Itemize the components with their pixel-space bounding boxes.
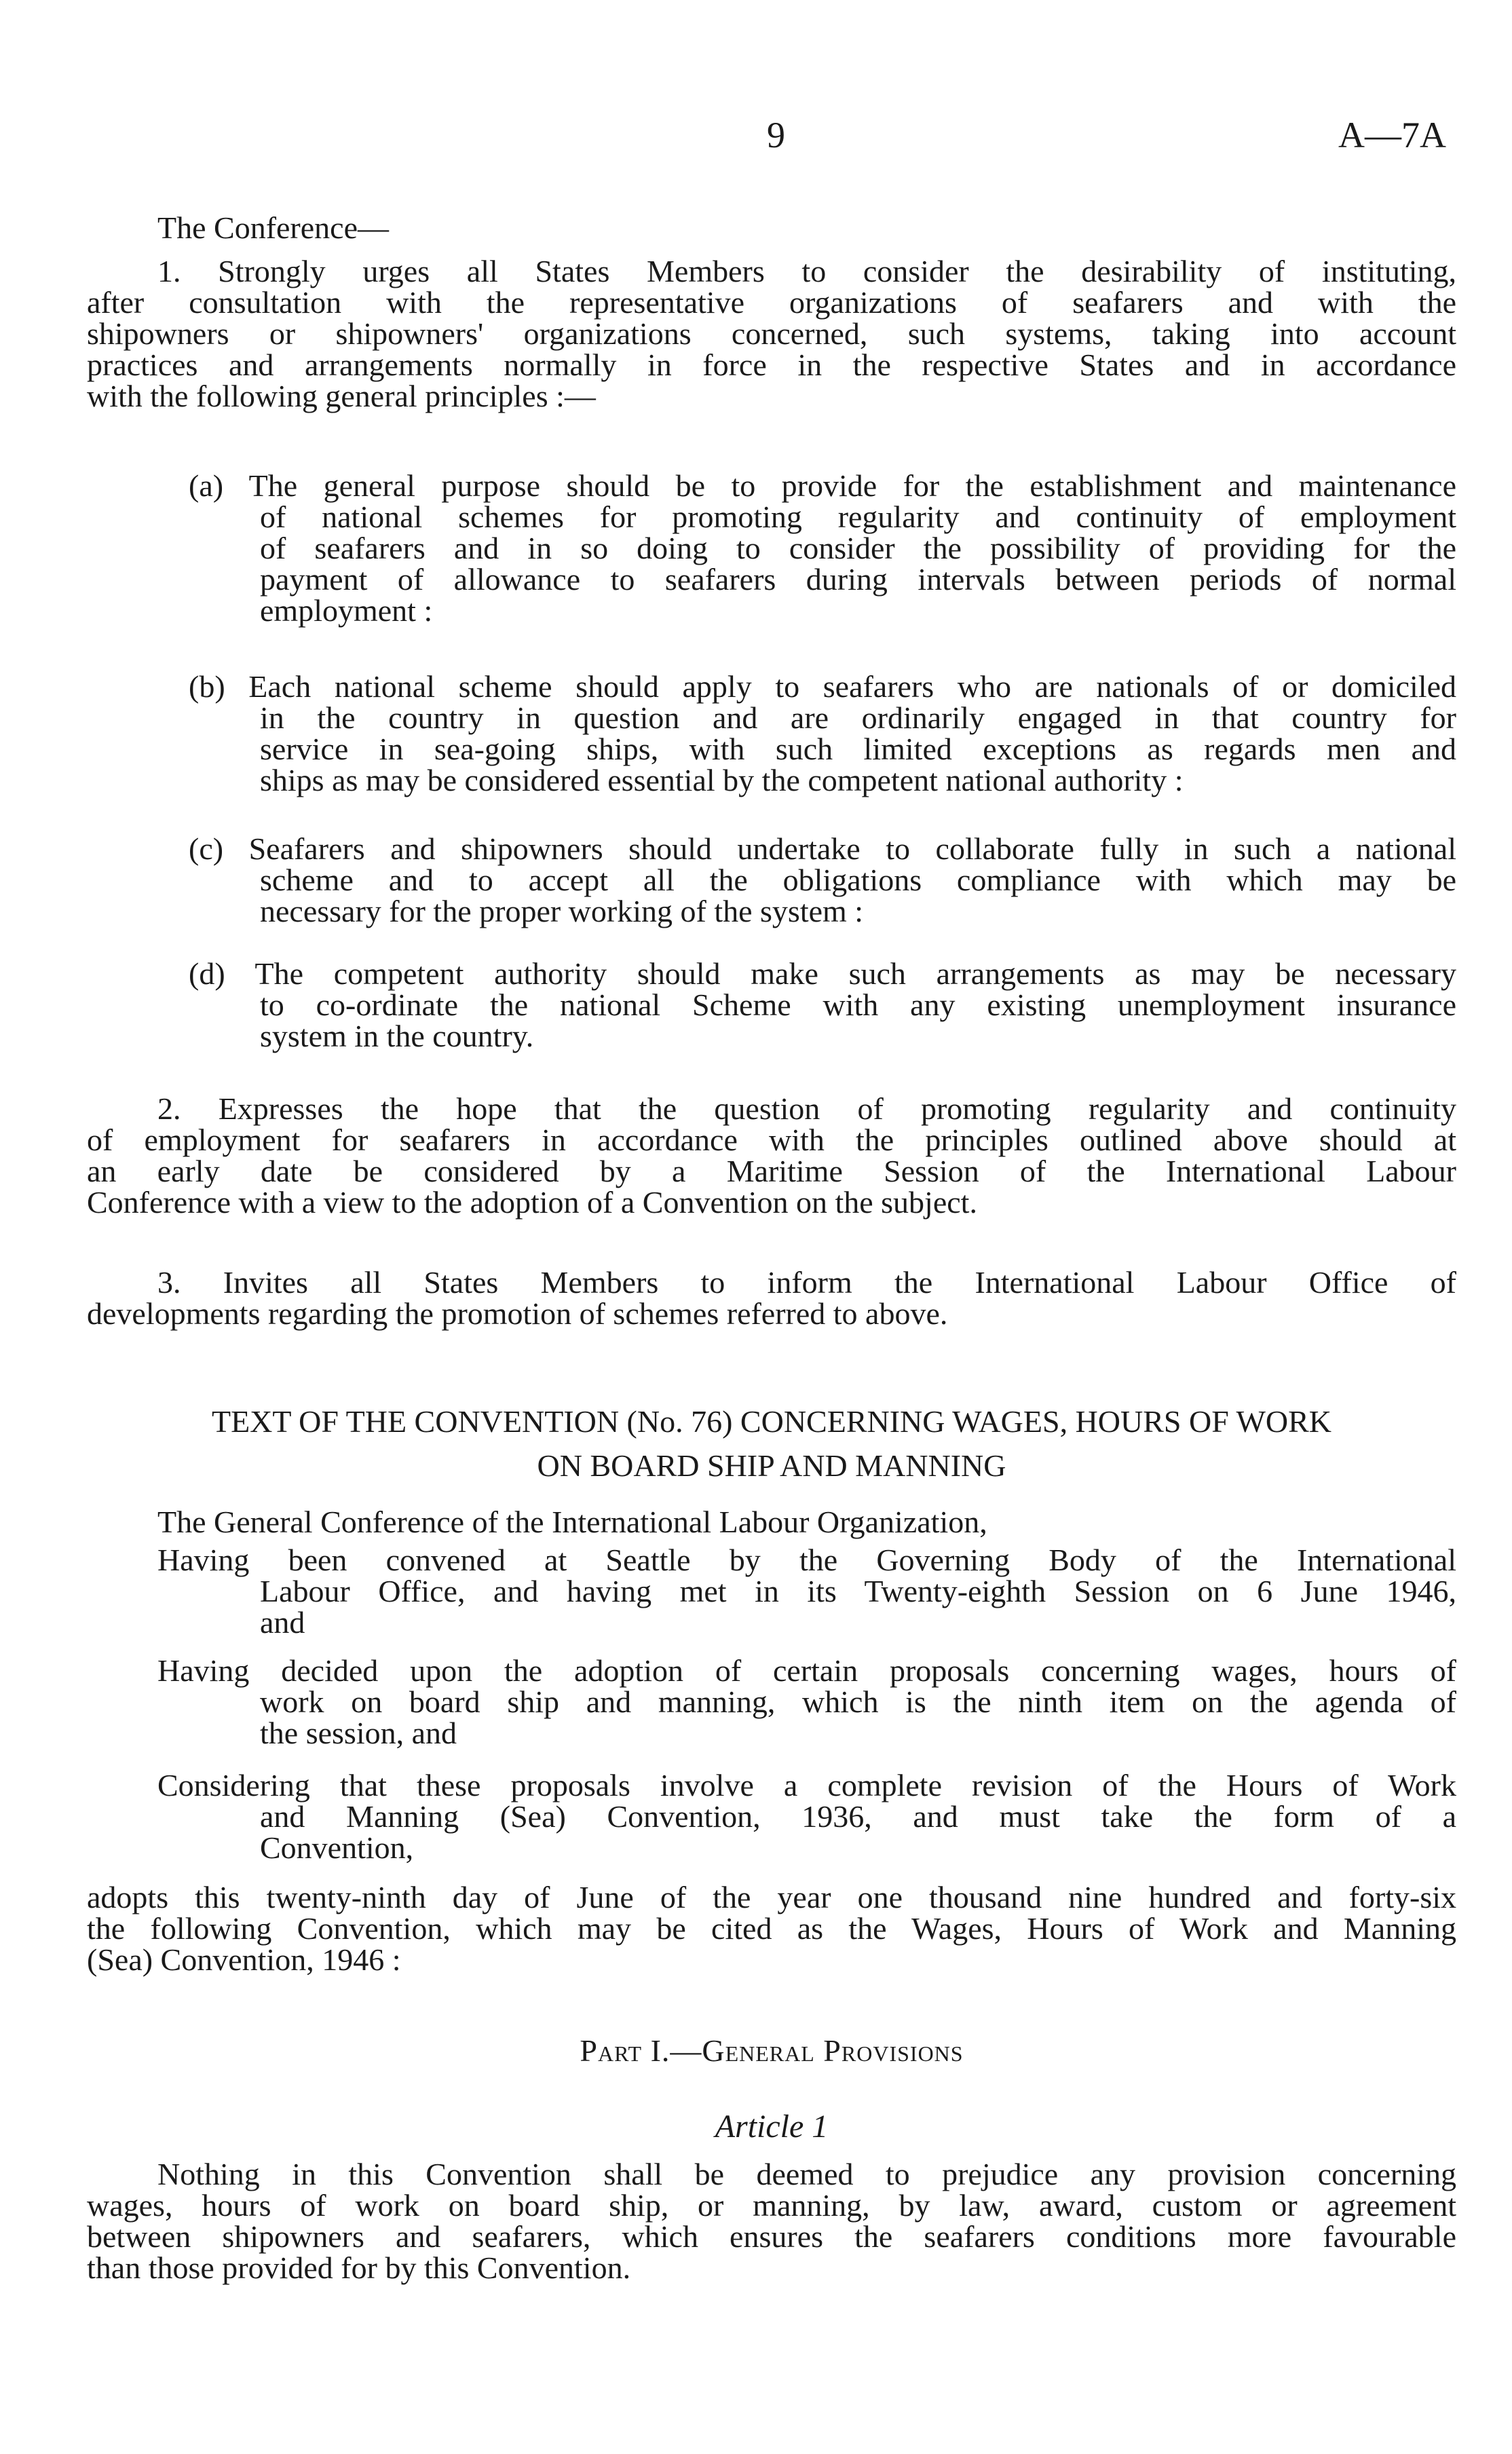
text-line: developments regarding the promotion of schemes referred to above. xyxy=(87,1296,948,1331)
article-heading: Article 1 xyxy=(715,2109,829,2145)
recital-decided xyxy=(87,1652,1456,1750)
text-line: (a) The general purpose should be to provide for the establishment and maintenance xyxy=(189,468,1456,503)
text-line: (Sea) Convention, 1946 : xyxy=(87,1942,401,1977)
text-line: the following Convention, which may be cited as the Wages, Hours of Work and Manning xyxy=(87,1911,1456,1946)
text-line: 1. Strongly urges all States Members to consider the desirability of instituting, xyxy=(157,254,1456,288)
principle-c xyxy=(87,830,1456,928)
page-number: 9 xyxy=(767,115,785,155)
text-line: with the following general principles :— xyxy=(87,379,596,413)
text-line: TEXT OF THE CONVENTION (No. 76) CONCERNING WAGES, HOURS OF WORK xyxy=(211,1404,1332,1439)
text-line: Having been convened at Seattle by the Governing Body of the International xyxy=(157,1543,1456,1577)
text-line: the session, and xyxy=(260,1716,457,1750)
text-line: after consultation with the representative organizations of seafarers and with the xyxy=(87,285,1456,320)
convention-heading xyxy=(87,1399,1456,1488)
text-line: ON BOARD SHIP AND MANNING xyxy=(537,1448,1006,1483)
document-reference: A—7A xyxy=(1338,115,1446,155)
paragraph-1 xyxy=(87,250,1456,413)
text-line: shipowners or shipowners' organizations concerned, such systems, taking into account xyxy=(87,316,1456,351)
text-line: 3. Invites all States Members to inform the International Labour Office of xyxy=(157,1265,1456,1300)
conference-intro: The Conference— xyxy=(157,210,390,245)
text-line: an early date be considered by a Maritime Session of the International Labour xyxy=(87,1154,1456,1188)
text-line: of seafarers and in so doing to consider the possibility of providing for the xyxy=(260,531,1456,565)
text-line: employment : xyxy=(260,593,433,628)
text-line: between shipowners and seafarers, which ensures the seafarers conditions more favourable xyxy=(87,2219,1456,2254)
text-line: payment of allowance to seafarers during intervals between periods of normal xyxy=(260,562,1456,597)
principle-b xyxy=(87,668,1456,797)
text-line: 2. Expresses the hope that the question of promoting regularity and continuity xyxy=(157,1091,1456,1126)
text-line: and Manning (Sea) Convention, 1936, and must take the form of a xyxy=(260,1799,1456,1834)
part-heading: Part I.—General Provisions xyxy=(580,2033,964,2068)
text-line: service in sea-going ships, with such limited exceptions as regards men and xyxy=(260,732,1456,766)
text-line: (b) Each national scheme should apply to seafarers who are nationals of or domiciled xyxy=(189,669,1456,704)
text-line: scheme and to accept all the obligations compliance with which may be xyxy=(260,863,1456,897)
text-line: practices and arrangements normally in force in the respective States and in accordance xyxy=(87,347,1456,382)
text-line: of national schemes for promoting regularity and continuity of employment xyxy=(260,499,1456,534)
text-line: in the country in question and are ordinarily engaged in that country for xyxy=(260,700,1456,735)
text-line: of employment for seafarers in accordance with the principles outlined above should at xyxy=(87,1122,1456,1157)
adoption-clause xyxy=(87,1879,1456,1977)
general-conference-line: The General Conference of the International Labour Organization, xyxy=(157,1505,987,1539)
text-line: than those provided for by this Convention. xyxy=(87,2250,631,2285)
text-line: wages, hours of work on board ship, or manning, by law, award, custom or agreement xyxy=(87,2188,1456,2223)
text-line: Considering that these proposals involve a complete revision of the Hours of Work xyxy=(157,1768,1456,1802)
text-line: ships as may be considered essential by the competent national authority : xyxy=(260,763,1184,797)
text-line: Labour Office, and having met in its Twenty-eighth Session on 6 June 1946, xyxy=(260,1574,1456,1608)
text-line: and xyxy=(260,1605,305,1640)
principle-a xyxy=(87,466,1456,628)
paragraph-3 xyxy=(87,1263,1456,1331)
text-line: Convention, xyxy=(260,1830,414,1865)
text-line: Nothing in this Convention shall be deemed to prejudice any provision concerning xyxy=(157,2157,1456,2191)
text-line: necessary for the proper working of the system : xyxy=(260,894,864,928)
principle-d xyxy=(87,954,1456,1053)
text-line: (d) The competent authority should make such arrangements as may be necessary xyxy=(189,956,1456,991)
recital-considering xyxy=(87,1767,1456,1865)
text-line: Having decided upon the adoption of certain proposals concerning wages, hours of xyxy=(157,1653,1456,1688)
text-line: Conference with a view to the adoption of a Convention on the subject. xyxy=(87,1185,977,1220)
paragraph-2 xyxy=(87,1089,1456,1220)
recital-convened xyxy=(87,1541,1456,1640)
text-line: system in the country. xyxy=(260,1019,534,1053)
article-1-text xyxy=(87,2154,1456,2285)
text-line: work on board ship and manning, which is the ninth item on the agenda of xyxy=(260,1684,1456,1719)
text-line: adopts this twenty-ninth day of June of the year one thousand nine hundred and forty-six xyxy=(87,1880,1456,1914)
text-line: (c) Seafarers and shipowners should undertake to collaborate fully in such a national xyxy=(189,831,1456,866)
text-line: to co-ordinate the national Scheme with any existing unemployment insurance xyxy=(260,987,1456,1022)
